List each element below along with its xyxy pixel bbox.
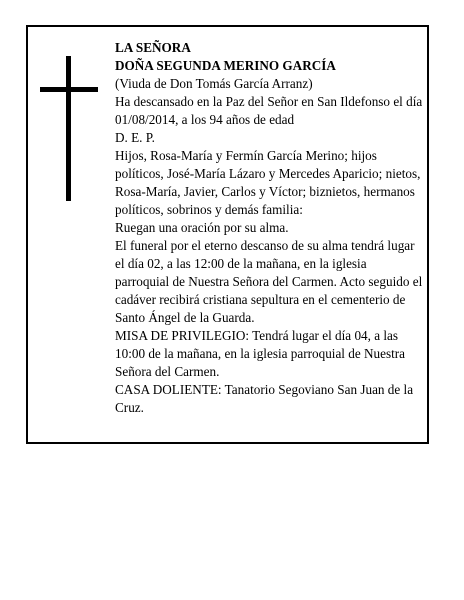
mourning-house-info: CASA DOLIENTE: Tanatorio Segoviano San Juan de la Cruz. [115, 382, 414, 415]
rip-line: D. E. P. [115, 130, 155, 145]
funeral-info: El funeral por el eterno descanso de su alma tendrá lugar el día 02, a las 12:00 de la mañana, en la iglesia parroquial de Nuestra Señora del Carmen. Acto seguido el cadáver recibirá cristiana sepultura en el cementerio de Santo Ángel de la Guarda. [115, 238, 423, 325]
cross-horizontal-bar [40, 87, 98, 92]
obituary-notice [26, 25, 429, 444]
heading-title: LA SEÑORA [115, 40, 191, 55]
widow-of-line: (Viuda de Don Tomás García Arranz) [115, 76, 313, 91]
cross-icon [40, 56, 100, 201]
death-info: Ha descansado en la Paz del Señor en San Ildefonso el día 01/08/2014, a los 94 años de edad [115, 94, 423, 127]
prayer-request: Ruegan una oración por su alma. [115, 220, 289, 235]
obituary-text [115, 39, 423, 417]
deceased-name: DOÑA SEGUNDA MERINO GARCÍA [115, 58, 336, 73]
cross-vertical-bar [66, 56, 71, 201]
family-list: Hijos, Rosa-María y Fermín García Merino; hijos políticos, José-María Lázaro y Mercedes Aparicio; nietos, Rosa-María, Javier, Carlos y Víctor; biznietos, hermanos políticos, sobrinos y demás familia: [115, 148, 421, 217]
mass-info: MISA DE PRIVILEGIO: Tendrá lugar el día 04, a las 10:00 de la mañana, en la iglesia parroquial de Nuestra Señora del Carmen. [115, 328, 406, 379]
